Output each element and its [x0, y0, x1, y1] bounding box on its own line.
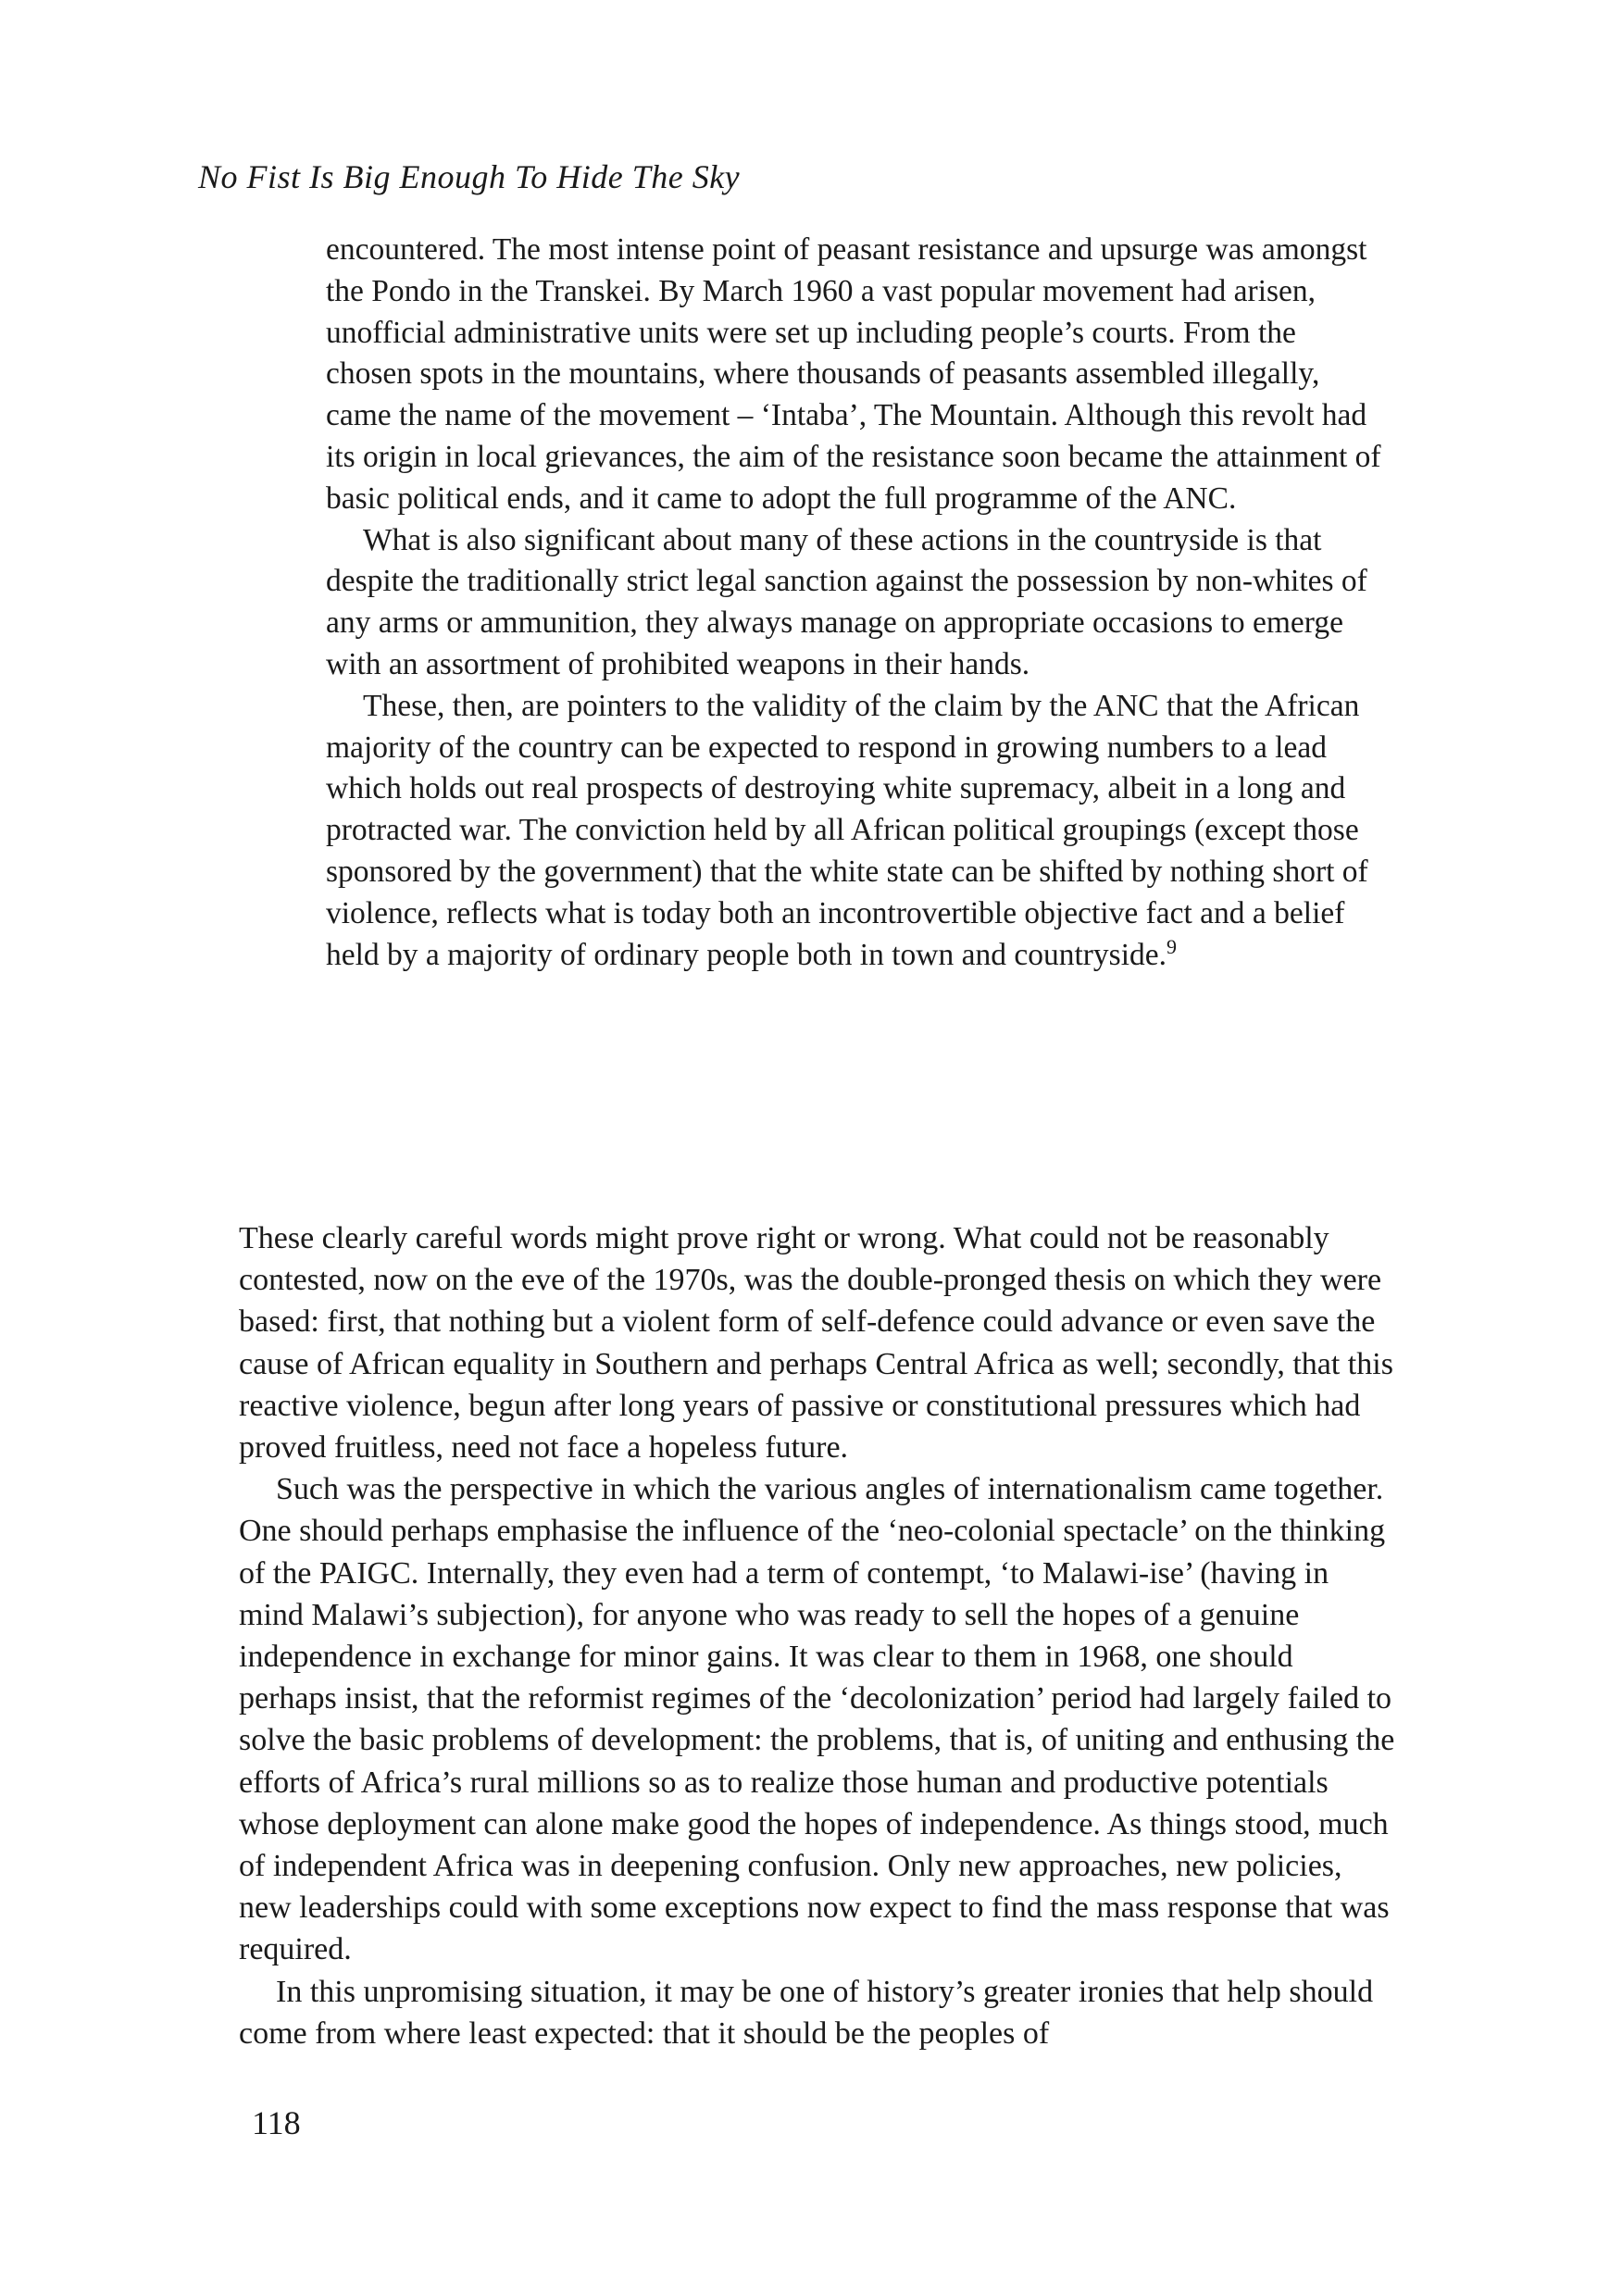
footnote-marker: 9 [1167, 934, 1178, 958]
quote-paragraph-final [326, 686, 1381, 977]
body-text [239, 1217, 1396, 2054]
quote-paragraph: What is also significant about many of these actions in the countryside is that despite the traditionally strict legal sanction against the possession by non-whites of any arms or ammunition, they always manage on appropriate occasions to emerge with an assortment of prohibited weapons in their hands. [326, 522, 1367, 681]
body-paragraph: In this unpromising situation, it may be one of history’s greater ironies that help should come from where least expected: that it should be the peoples of [239, 1974, 1374, 2051]
page-number: 118 [252, 2104, 301, 2141]
quote-paragraph-text: These, then, are pointers to the validity of the claim by the ANC that the African majority of the country can be expected to respond in growing numbers to a lead which holds out real prospects of destroying white supremacy, albeit in a long and protracted war. The conviction held by all African political groupings (except those sponsored by the government) that the white state can be shifted by nothing short of violence, reflects what is today both an incontrovertible objective fact and a belief held by a majority of ordinary people both in town and countryside. [326, 688, 1368, 972]
body-paragraph: Such was the perspective in which the various angles of internationalism came together. One should perhaps emphasise the influence of the ‘neo-colonial spectacle’ on the thinking of the PAIGC. Internally, they even had a term of contempt, ‘to Malawi-ise’ (having in mind Malawi’s subjection), for anyone who was ready to sell the hopes of a genuine independence in exchange for minor gains. It was clear to them in 1968, one should perhaps insist, that the reformist regimes of the ‘decolonization’ period had largely failed to solve the basic problems of development: the problems, that is, of uniting and enthusing the efforts of Africa’s rural millions so as to realize those human and productive potentials whose deployment can alone make good the hopes of independence. As things stood, much of independent Africa was in deepening confusion. Only new approaches, new policies, new leaderships could with some exceptions now expect to find the mass response that was required. [239, 1472, 1395, 1967]
block-quote [326, 230, 1381, 976]
running-title: No Fist Is Big Enough To Hide The Sky [198, 158, 741, 195]
quote-paragraph: encountered. The most intense point of peasant resistance and upsurge was amongst the Pondo in the Transkei. By March 1960 a vast popular movement had arisen, unofficial administrative units were set up including people’s courts. From the chosen spots in the mountains, where thousands of peasants assembled illegally, came the name of the movement – ‘Intaba’, The Mountain. Although this revolt had its origin in local grievances, the aim of the resistance soon became the attainment of basic political ends, and it came to adopt the full programme of the ANC. [326, 232, 1381, 516]
body-paragraph: These clearly careful words might prove right or wrong. What could not be reasonably contested, now on the eve of the 1970s, was the double-pronged thesis on which they were based: first, that nothing but a violent form of self-defence could advance or even save the cause of African equality in Southern and perhaps Central Africa as well; secondly, that this reactive violence, begun after long years of passive or constitutional pressures which had proved fruitless, need not face a hopeless future. [239, 1221, 1393, 1466]
